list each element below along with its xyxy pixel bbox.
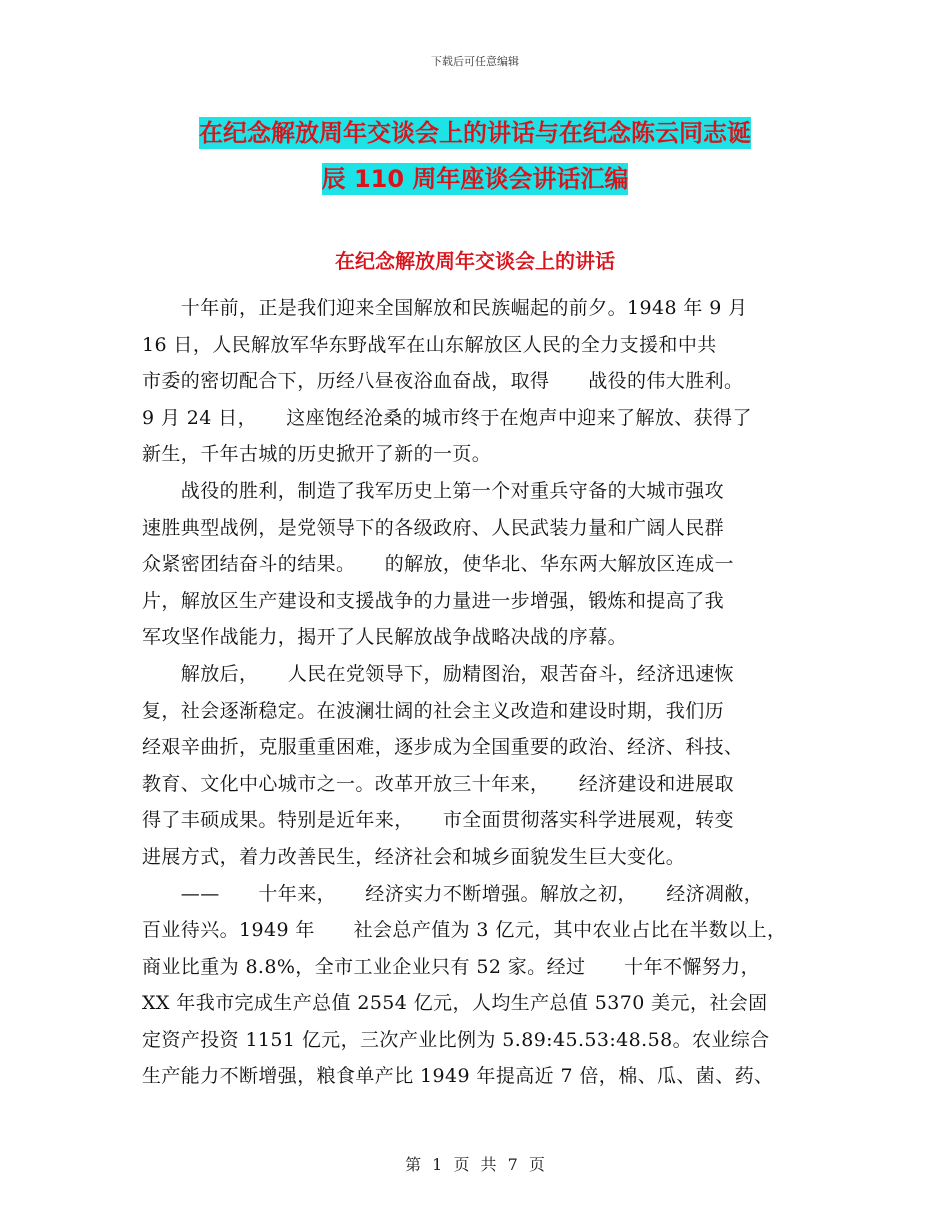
- body-line: 十年前，正是我们迎来全国解放和民族崛起的前夕。1948 年 9 月: [142, 297, 748, 319]
- body-line: 战役的胜利，制造了我军历史上第一个对重兵守备的大城市强攻: [142, 479, 725, 502]
- body-text: [142, 290, 812, 1095]
- body-line: 16 日，人民解放军华东野战军在山东解放区人民的全力支援和中共: [142, 333, 717, 356]
- body-line: 新生，千年古城的历史掀开了新的一页。: [142, 443, 492, 466]
- body-line: 定资产投资 1151 亿元，三次产业比例为 5.89:45.53:48.58。农业综合: [142, 1028, 770, 1051]
- section-title: 在纪念解放周年交谈会上的讲话: [335, 249, 615, 273]
- body-line: 百业待兴。1949 年 社会总产值为 3 亿元，其中农业占比在半数以上，: [142, 919, 787, 942]
- body-line: 得了丰硕成果。特别是近年来， 市全面贯彻落实科学进展观，转变: [142, 809, 734, 832]
- header-note: 下载后可任意编辑: [431, 55, 519, 68]
- body-line: 军攻坚作战能力，揭开了人民解放战争战略决战的序幕。: [142, 626, 628, 649]
- body-line: 进展方式，着力改善民生，经济社会和城乡面貌发生巨大变化。: [142, 845, 686, 868]
- body-line: 解放后， 人民在党领导下，励精图治，艰苦奋斗，经济迅速恢: [142, 662, 734, 685]
- page-footer: 第 1 页 共 7 页: [405, 1155, 545, 1174]
- body-line: 经艰辛曲折，克服重重困难，逐步成为全国重要的政治、经济、科技、: [142, 736, 744, 759]
- body-line: 速胜典型战例，是党领导下的各级政府、人民武装力量和广阔人民群: [142, 516, 725, 539]
- body-line: XX 年我市完成生产总值 2554 亿元，人均生产总值 5370 美元，社会固: [142, 992, 768, 1015]
- body-line: 复，社会逐渐稳定。在波澜壮阔的社会主义改造和建设时期，我们历: [142, 699, 725, 722]
- body-line: 商业比重为 8.8%，全市工业企业只有 52 家。经过 十年不懈努力，: [142, 955, 760, 978]
- document-title-line-2: 辰 110 周年座谈会讲话汇编: [321, 165, 629, 193]
- document-title: [150, 110, 800, 202]
- body-line: 教育、文化中心城市之一。改革开放三十年来， 经济建设和进展取: [142, 772, 734, 795]
- body-line: 生产能力不断增强，粮食单产比 1949 年提高近 7 倍，棉、瓜、菌、药、: [142, 1065, 774, 1088]
- body-line: —— 十年来， 经济实力不断增强。解放之初， 经济凋敝，: [142, 882, 764, 905]
- body-line: 片，解放区生产建设和支援战争的力量进一步增强，锻炼和提高了我: [142, 589, 725, 612]
- body-line: 众紧密团结奋斗的结果。 的解放，使华北、华东两大解放区连成一: [142, 553, 734, 576]
- document-title-line-1: 在纪念解放周年交谈会上的讲话与在纪念陈云同志诞: [199, 119, 751, 147]
- body-line: 9 月 24 日， 这座饱经沧桑的城市终于在炮声中迎来了解放、获得了: [142, 406, 752, 429]
- body-line: 市委的密切配合下，历经八昼夜浴血奋战，取得 战役的伟大胜利。: [142, 370, 744, 393]
